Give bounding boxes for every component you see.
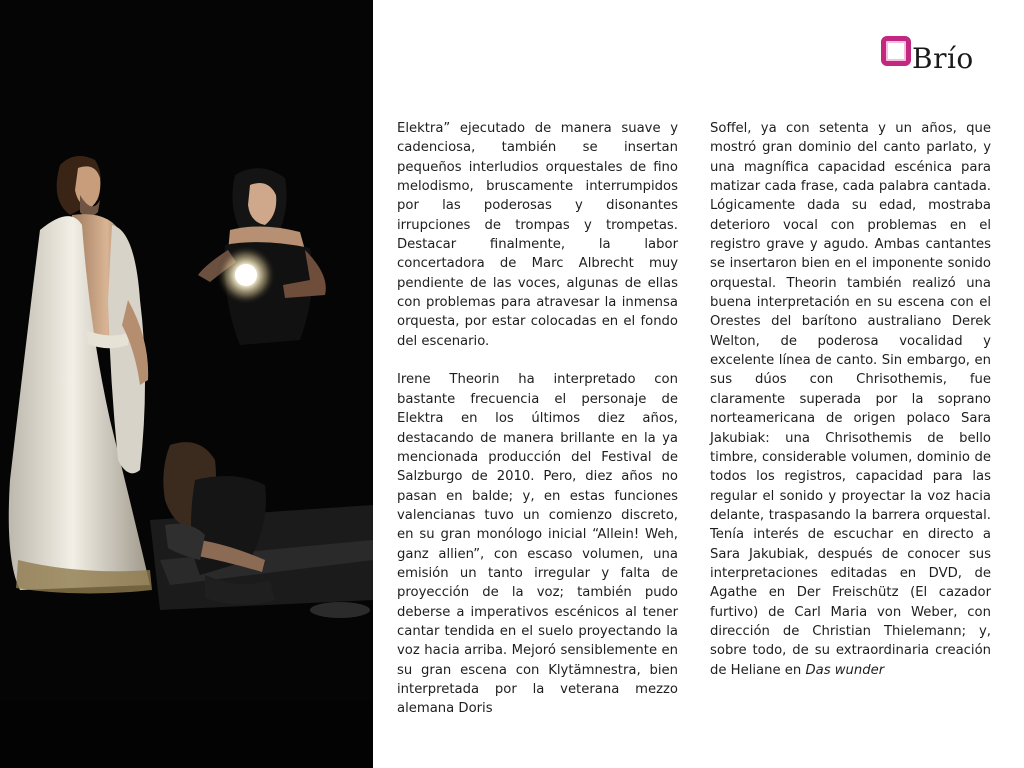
article-column-left [397,119,678,719]
logo-box-icon [881,36,911,66]
paragraph: Irene Theorin ha interpretado con bastante frecuencia el personaje de Elektra en los últimos diez años, destacando de manera brillante en la ya mencionada producción del Festival de Salzburgo de 2010. Pero, diez años no pasan en balde; y, en estas funciones valencianas tuvo un comienzo discreto, en su gran monólogo inicial “Allein! Weh, ganz allien”, con escaso volumen, una emisión un tanto irregular y falta de proyección de la voz; también pudo deberse a imperativos escénicos al tener cantar tendida en el suelo proyectando la voz hacia arriba. Mejoró sensiblemente en su gran escena con Klytämnestra, bien interpretada por la veterana mezzo alemana Doris [397,372,678,717]
article-column-right [710,119,991,680]
paragraph [710,119,991,680]
paragraph-text: Soffel, ya con setenta y un años, que mostró gran dominio del canto parlato, y una magnífica capacidad escénica para matizar cada frase, cada palabra cantada. Lógicamente dada su edad, mostraba deterioro vocal con problemas en el registro grave y agudo. Ambas cantantes se insertaron bien en el imponente sonido orquestal. Theorin también realizó una buena interpretación en su escena con el Orestes del barítono australiano Derek Welton, de poderosa vocalidad y excelente línea de canto. Sin embargo, en sus dúos con Chrisothemis, fue claramente superada por la soprano norteamericana de origen polaco Sara Jakubiak: una Chrisothemis de bello timbre, considerable volumen, dominio de todos los registros, capacidad para las regular el sonido y proyectar la voz hacia delante, traspasando la barrera orquestal. Tenía interés de escuchar en directo a Sara Jakubiak, después de conocer sus interpretaciones editadas en DVD, de Agathe en Der Freischütz (El cazador furtivo) de Carl Maria von Weber, con dirección de Christian Thielemann; y, sobre todo, de su extraordinaria creación de Heliane en [710,121,991,678]
italic-title: Das wunder [805,662,885,678]
paragraph: Elektra” ejecutado de manera suave y cadenciosa, también se insertan pequeños interludios orquestales de fino melodismo, bruscamente interrumpidos por las poderosas y disonantes irrupciones de trompas y trompetas. Destacar finalmente, la labor concertadora de Marc Albrecht muy pendiente de las voces, algunas de ellas con problemas para atravesar la inmensa orquesta, por estar colocadas en el fondo del escenario. [397,121,678,349]
stage-photo-illustration [0,0,373,768]
stage-photo [0,0,373,768]
logo-text: Brío [912,42,974,75]
brio-logo [878,34,998,84]
